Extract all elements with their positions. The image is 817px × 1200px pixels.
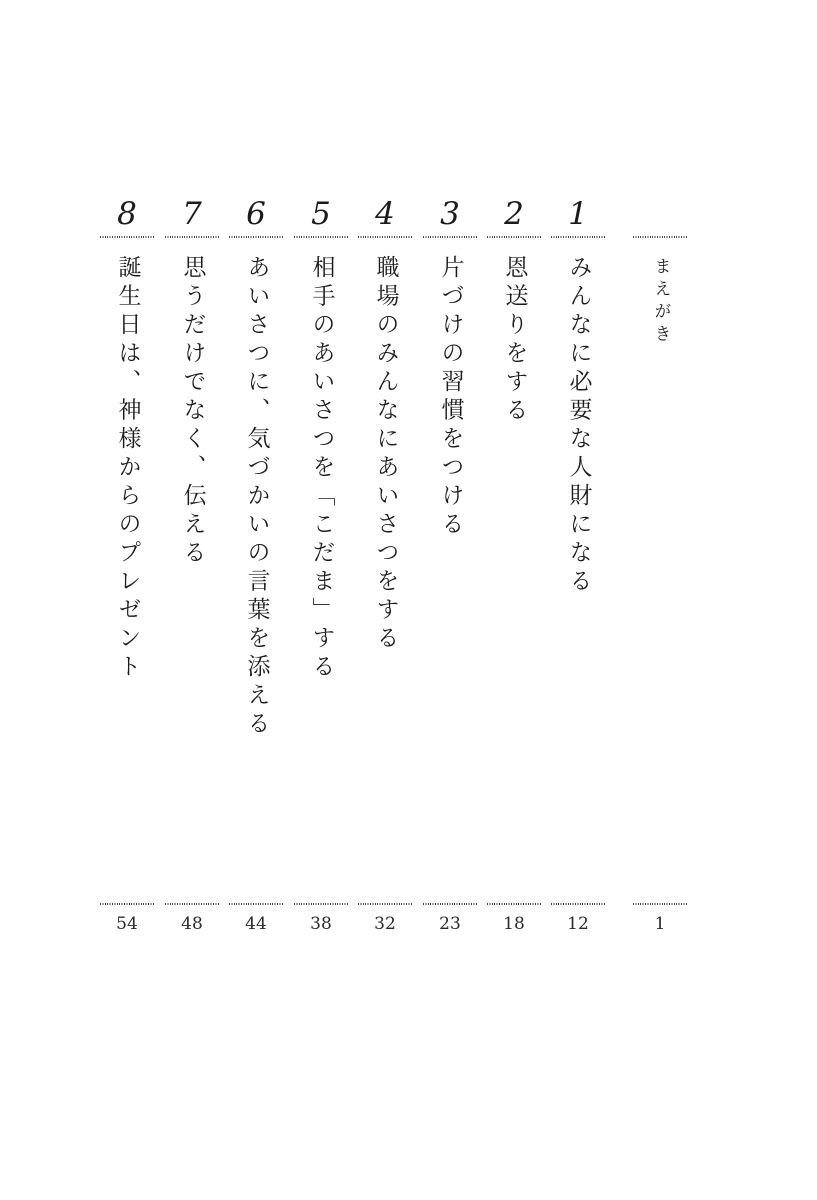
dotted-rule-top [487,236,541,238]
chapter-number: 5 [311,196,331,232]
chapter-number: 8 [117,196,137,232]
chapter-number: 2 [504,196,524,232]
chapter-title: 思うだけでなく、伝える [179,255,206,569]
chapter-number: 7 [182,196,202,232]
dotted-rule-bottom [487,903,541,905]
dotted-rule-bottom [100,903,154,905]
dotted-rule-top [100,236,154,238]
page-number: 18 [503,914,525,934]
toc-entry-8 [100,196,154,956]
chapter-number [633,196,687,236]
chapter-title: 職場のみんなにあいさつをする [372,255,399,654]
page-number: 54 [116,914,138,934]
chapter-number: 3 [440,196,460,232]
page-number: 32 [374,914,396,934]
chapter-number: 4 [375,196,395,232]
toc-entry-6 [229,196,283,956]
dotted-rule-top [229,236,283,238]
chapter-title: 恩送りをする [501,255,528,426]
toc-entry-2 [487,196,541,956]
chapter-title: みんなに必要な人財になる [565,255,592,597]
page-number: 38 [310,914,332,934]
toc-entry-4 [358,196,412,956]
chapter-title: あいさつに、気づかいの言葉を添える [243,255,270,740]
toc-entry-5 [294,196,348,956]
chapter-title: 誕生日は、神様からのプレゼント [114,255,141,683]
dotted-rule-top [551,236,605,238]
toc-entry-preface [633,196,687,956]
dotted-rule-bottom [551,903,605,905]
chapter-number: 1 [568,196,588,232]
dotted-rule-top [165,236,219,238]
page-number: 44 [245,914,267,934]
dotted-rule-bottom [633,903,687,905]
page-number: 12 [567,914,589,934]
dotted-rule-bottom [165,903,219,905]
chapter-title: まえがき [650,257,671,347]
dotted-rule-top [633,236,687,238]
dotted-rule-bottom [294,903,348,905]
page-number: 48 [181,914,203,934]
chapter-number: 6 [246,196,266,232]
chapter-title: 相手のあいさつを「こだま」する [308,255,335,683]
dotted-rule-top [294,236,348,238]
dotted-rule-top [423,236,477,238]
toc-entry-7 [165,196,219,956]
dotted-rule-bottom [229,903,283,905]
page-number: 1 [654,914,666,934]
dotted-rule-bottom [423,903,477,905]
toc-entry-3 [423,196,477,956]
dotted-rule-bottom [358,903,412,905]
chapter-title: 片づけの習慣をつける [437,255,464,540]
toc-entry-1 [551,196,605,956]
page-number: 23 [439,914,461,934]
dotted-rule-top [358,236,412,238]
